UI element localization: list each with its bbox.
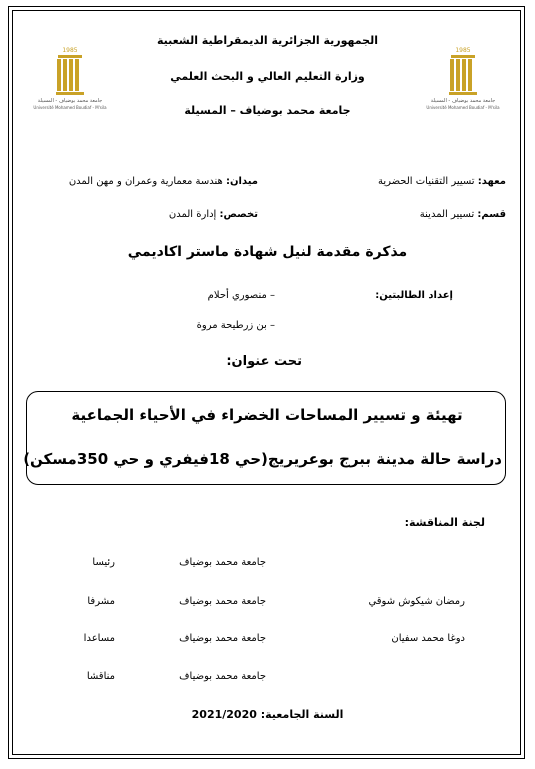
committee-university-2: جامعة محمد بوضياف: [179, 596, 266, 607]
thesis-title-line2: دراسة حالة مدينة ببرج بوعريريج(حي 18فيفري و حي 350مسكن): [23, 450, 502, 468]
committee-university-1: جامعة محمد بوضياف: [179, 557, 266, 568]
field-label: ميدان:: [225, 176, 258, 187]
academic-year-label: السنة الجامعية:: [260, 708, 344, 721]
institute-label: معهد:: [477, 176, 506, 187]
committee-role-3: مساعدا: [83, 633, 115, 644]
memo-title: مذكرة مقدمة لنيل شهادة ماستر اكاديمي: [127, 244, 408, 260]
logo-year: 1985: [62, 47, 78, 54]
academic-year: [150, 708, 385, 721]
committee-name-2: رمضان شيكوش شوقي: [368, 596, 465, 607]
committee-name-3: دوغا محمد سفيان: [391, 633, 465, 644]
students-label: إعداد الطالبتين:: [375, 290, 453, 301]
committee-role-2: مشرفا: [87, 596, 115, 607]
field-value: هندسة معمارية وعمران و مهن المدن: [68, 176, 223, 187]
under-title-label: تحت عنوان:: [226, 354, 302, 369]
thesis-title-line1: تهيئة و تسيير المساحات الخضراء في الأحياء الجماعية: [71, 406, 463, 424]
committee-label: لجنة المناقشة:: [404, 516, 485, 529]
university-logo-left: [30, 44, 110, 112]
logo-name-fr: Université Mohamed Boudiaf - M'sila: [426, 105, 500, 110]
header-university: جامعة محمد بوضياف – المسيلة: [184, 104, 351, 117]
header-ministry: وزارة التعليم العالي و البحث العلمي: [170, 70, 365, 83]
committee-role-4: مناقشا: [86, 671, 115, 682]
university-logo-right: [423, 44, 503, 112]
student-name-2: – بن زرطيحة مروة: [196, 320, 275, 331]
institute-value: تسيير التقنيات الحضرية: [377, 176, 475, 187]
specialty-value: إدارة المدن: [168, 209, 217, 220]
logo-year: 1985: [455, 47, 471, 54]
committee-role-1: رئيسا: [92, 557, 115, 568]
university-logo-emblem: [423, 44, 503, 112]
field-row: [69, 176, 258, 187]
department-label: قسم:: [477, 209, 506, 220]
student-name-1: – منصوري أحلام: [207, 290, 275, 301]
department-value: تسيير المدينة: [419, 209, 475, 220]
logo-name-ar: جامعة محمد بوضياف - المسيلة: [37, 98, 103, 104]
logo-name-fr: Université Mohamed Boudiaf - M'sila: [33, 105, 107, 110]
header-republic: الجمهورية الجزائرية الديمقراطية الشعبية: [157, 34, 378, 47]
university-logo-emblem: [30, 44, 110, 112]
academic-year-value: 2021/2020: [191, 708, 257, 721]
department-row: [420, 209, 506, 220]
committee-university-4: جامعة محمد بوضياف: [179, 671, 266, 682]
specialty-row: [169, 209, 258, 220]
institute-row: [378, 176, 506, 187]
logo-name-ar: جامعة محمد بوضياف - المسيلة: [430, 98, 496, 104]
specialty-label: تخصص:: [219, 209, 258, 220]
committee-university-3: جامعة محمد بوضياف: [179, 633, 266, 644]
